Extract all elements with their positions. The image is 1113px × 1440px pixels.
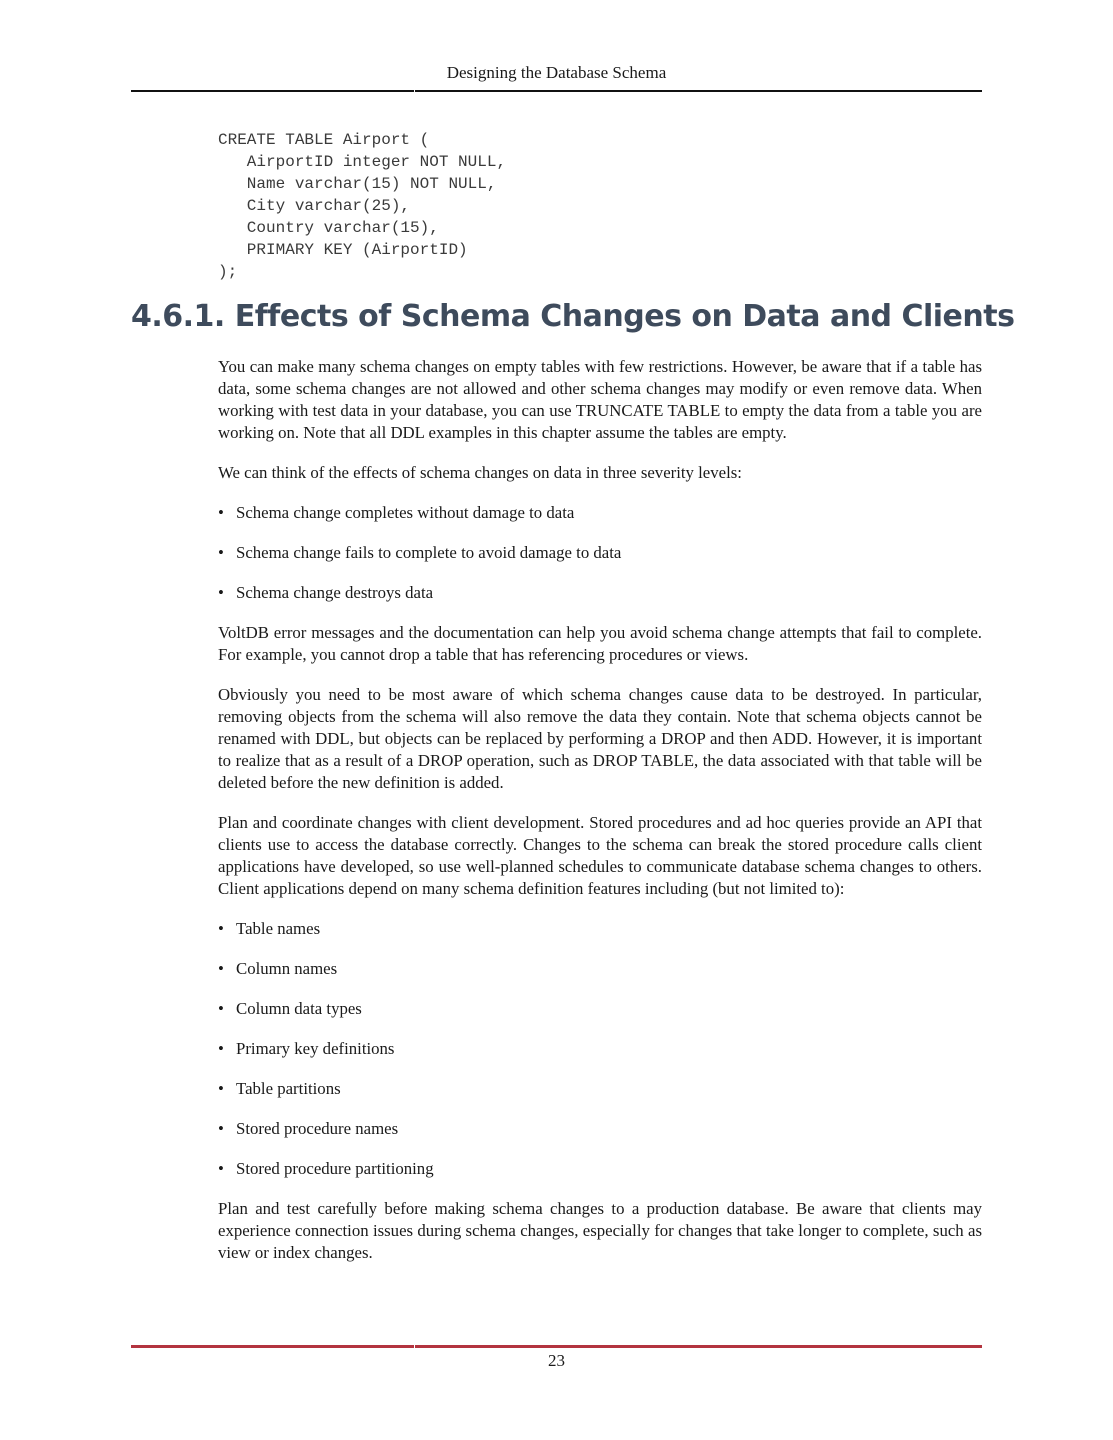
bullet-icon: • [218, 543, 224, 562]
list-item: • Table partitions [218, 1079, 341, 1098]
severity-list [218, 502, 982, 604]
paragraph: We can think of the effects of schema changes on data in three severity levels: [218, 463, 742, 482]
list-item: • Schema change destroys data [218, 583, 434, 602]
footer-rule [131, 1345, 982, 1348]
header-rule [131, 90, 982, 92]
bullet-icon: • [218, 1159, 224, 1178]
list-item: • Column names [218, 959, 338, 978]
page-number: 23 [548, 1351, 565, 1370]
code-line: City varchar(25), [218, 197, 411, 215]
paragraph: Plan and coordinate changes with client development. Stored procedures and ad hoc queries provide an API that clients use to access the database correctly. Changes to the schema can break the stored procedure calls client applications have developed, so use well-planned schedules to communicate database schema changes to others. Client applications depend on many schema definition features including (but not limited to): [218, 813, 982, 898]
list-item: • Column data types [218, 999, 362, 1018]
bullet-icon: • [218, 1039, 224, 1058]
running-header: Designing the Database Schema [446, 63, 667, 82]
bullet-icon: • [218, 959, 224, 978]
bullet-icon: • [218, 503, 224, 522]
list-item: • Schema change fails to complete to avoid damage to data [218, 543, 622, 562]
paragraph: Obviously you need to be most aware of which schema changes cause data to be destroyed. In particular, removing objects from the schema will also remove the data they contain. Note that schema objects cannot be renamed with DDL, but objects can be replaced by performing a DROP and then ADD. However, it is important to realize that as a result of a DROP operation, such as DROP TABLE, the data associated with that table will be deleted before the new definition is added. [218, 685, 982, 792]
code-line: AirportID integer NOT NULL, [218, 153, 507, 171]
bullet-icon: • [218, 583, 224, 602]
paragraph: You can make many schema changes on empty tables with few restrictions. However, be aware that if a table has data, some schema changes are not allowed and other schema changes may modify or even remove data. When working with test data in your database, you can use TRUNCATE TABLE to empty the data from a table you are working on. Note that all DDL examples in this chapter assume the tables are empty. [218, 357, 982, 442]
code-line: Name varchar(15) NOT NULL, [218, 175, 497, 193]
code-line: PRIMARY KEY (AirportID) [218, 241, 468, 259]
code-line: ); [218, 263, 238, 281]
features-list [218, 918, 982, 1180]
bullet-icon: • [218, 919, 224, 938]
section-title: 4.6.1. Effects of Schema Changes on Data and Clients [131, 299, 1015, 334]
paragraph: VoltDB error messages and the documentation can help you avoid schema change attempts that fail to complete. For example, you cannot drop a table that has referencing procedures or views. [218, 623, 982, 664]
code-block [218, 129, 506, 283]
list-item: • Stored procedure partitioning [218, 1159, 434, 1178]
list-item: • Stored procedure names [218, 1119, 399, 1138]
paragraph: Plan and test carefully before making schema changes to a production database. Be aware that clients may experience connection issues during schema changes, especially for changes that take longer to complete, such as view or index changes. [218, 1199, 982, 1262]
section-body [218, 356, 982, 1282]
bullet-icon: • [218, 1119, 224, 1138]
bullet-icon: • [218, 1079, 224, 1098]
list-item: • Schema change completes without damage to data [218, 503, 575, 522]
list-item: • Table names [218, 919, 321, 938]
code-line: Country varchar(15), [218, 219, 439, 237]
list-item: • Primary key definitions [218, 1039, 395, 1058]
code-line: CREATE TABLE Airport ( [218, 131, 430, 149]
bullet-icon: • [218, 999, 224, 1018]
